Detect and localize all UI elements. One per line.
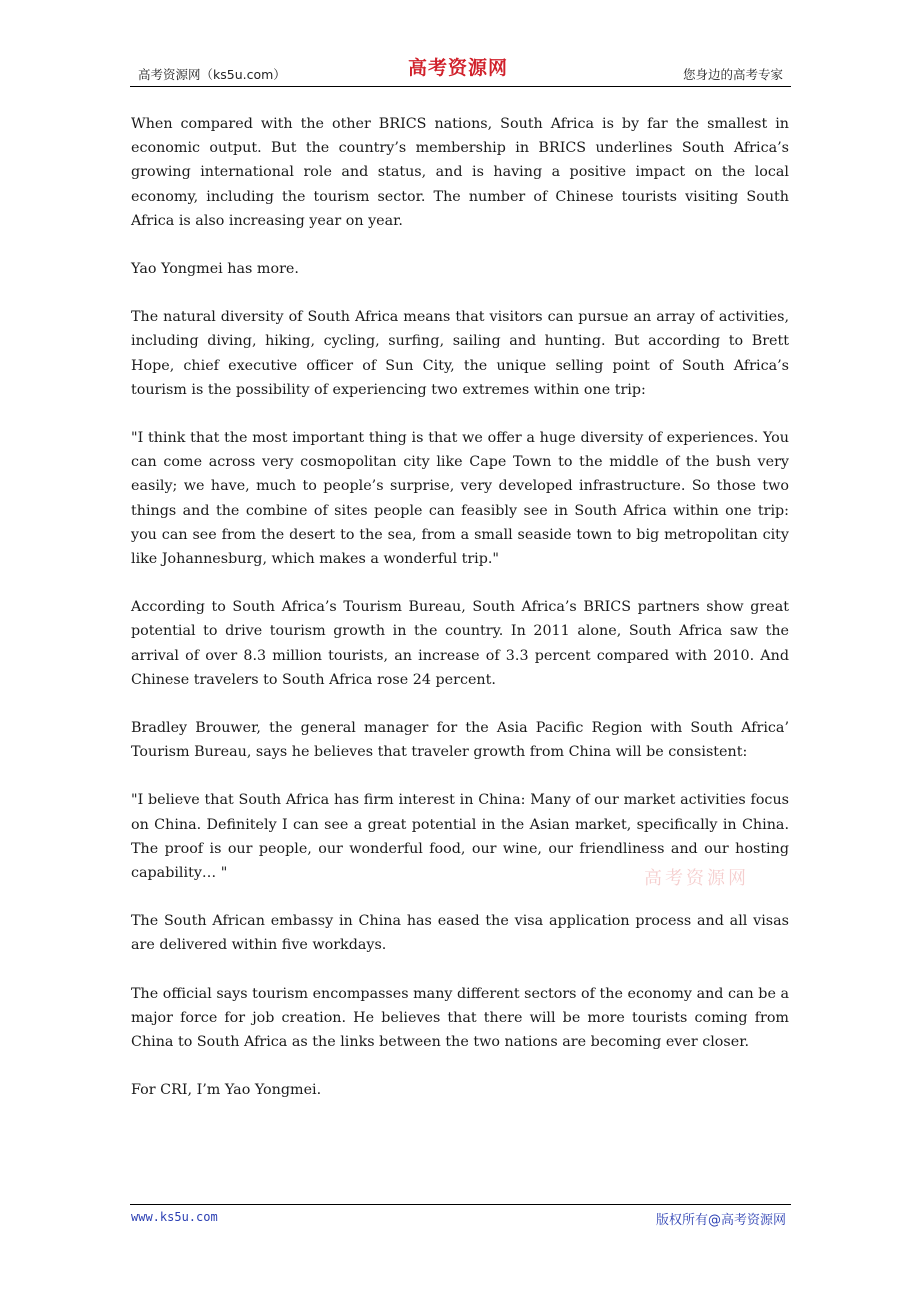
article-body bbox=[131, 112, 789, 1127]
paragraph-10-signoff: For CRI, I’m Yao Yongmei. bbox=[131, 1082, 322, 1099]
footer-copyright: 版权所有@高考资源网 bbox=[655, 1213, 786, 1228]
paragraph-3: The natural diversity of South Africa means that visitors can pursue an array of activities, including diving, hiking, cycling, surfing, sailing and hunting. But according to Brett Hope, chief executive officer of Sun City, the unique selling point of South Africa’s tourism is the possibility of experiencing two extremes within one trip: bbox=[131, 309, 789, 398]
paragraph-6: Bradley Brouwer, the general manager for the Asia Pacific Region with South Africa’ Tourism Bureau, says he believes that traveler growth from China will be consistent: bbox=[131, 720, 789, 761]
paragraph-7-quote: "I believe that South Africa has firm interest in China: Many of our market activities focus on China. Definitely I can see a great potential in the Asian market, specifically in China. The proof is our people, our wonderful food, our wine, our friendliness and our hosting capability… " bbox=[131, 792, 789, 882]
paragraph-2: Yao Yongmei has more. bbox=[131, 261, 299, 278]
paragraph-4-quote: "I think that the most important thing is that we offer a huge diversity of experiences. You can come across very cosmopolitan city like Cape Town to the middle of the bush very easily; we have, much to people’s surprise, very developed infrastructure. So those two things and the combine of sites people can feasibly see in South Africa within one trip: you can see from the desert to the sea, from a small seaside town to big metropolitan city like Johannesburg, which makes a wonderful trip." bbox=[131, 430, 789, 568]
header-slogan: 您身边的高考专家 bbox=[682, 67, 783, 82]
header-logo: 高考资源网 bbox=[408, 57, 509, 79]
page-footer bbox=[130, 1204, 791, 1229]
paragraph-9: The official says tourism encompasses many different sectors of the economy and can be a major force for job creation. He believes that there will be more tourists coming from China to South Africa as the links between the two nations are becoming ever closer. bbox=[131, 985, 789, 1051]
paragraph-5: According to South Africa’s Tourism Bureau, South Africa’s BRICS partners show great potential to drive tourism growth in the country. In 2011 alone, South Africa saw the arrival of over 8.3 million tourists, an increase of 3.3 percent compared with 2010. And Chinese travelers to South Africa rose 24 percent. bbox=[131, 599, 789, 688]
footer-site-link[interactable]: www.ks5u.com bbox=[131, 1210, 218, 1224]
page-header bbox=[130, 52, 791, 87]
paragraph-1: When compared with the other BRICS nations, South Africa is by far the smallest in economic output. But the country’s membership in BRICS underlines South Africa’s growing international role and status, and is having a positive impact on the local economy, including the tourism sector. The number of Chinese tourists visiting South Africa is also increasing year on year. bbox=[131, 116, 789, 229]
paragraph-8: The South African embassy in China has eased the visa application process and all visas are delivered within five workdays. bbox=[131, 913, 789, 954]
watermark: 高考资源网 bbox=[644, 868, 749, 889]
header-site-name: 高考资源网（ks5u.com） bbox=[138, 67, 286, 82]
